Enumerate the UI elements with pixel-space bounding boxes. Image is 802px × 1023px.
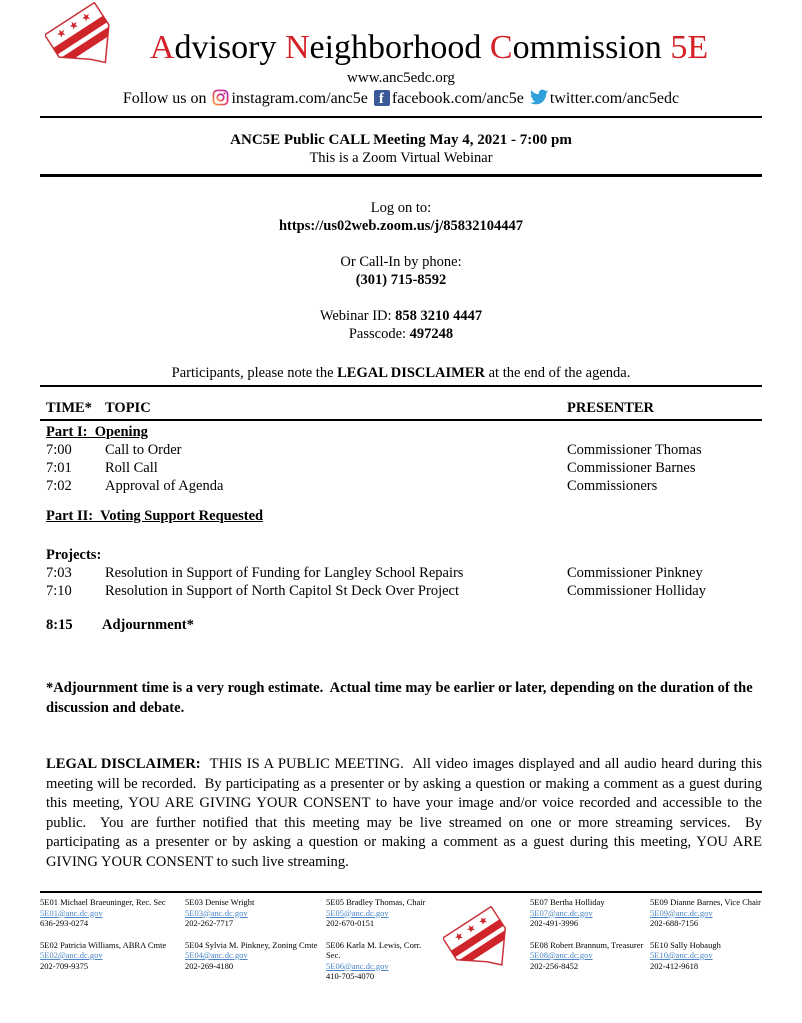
callin-label: Or Call-In by phone:: [340, 254, 462, 270]
row-time: 7:00: [46, 442, 72, 458]
footer-column: [530, 897, 650, 993]
agenda-row: [40, 441, 762, 459]
section-heading-part2: Part II: Voting Support Requested: [46, 508, 264, 524]
commissioner-entry: [530, 940, 650, 972]
commissioner-name: 5E01 Michael Braeuninger, Rec. Sec: [40, 897, 166, 907]
commissioner-phone: 202-256-8452: [530, 960, 579, 971]
projects-subheading: Projects:: [46, 547, 102, 563]
commissioner-email-link[interactable]: 5E05@anc.dc.gov: [326, 907, 389, 918]
commissioner-entry: [185, 940, 326, 972]
agenda-row: [40, 459, 762, 477]
commissioner-phone: 202-670-0151: [326, 918, 375, 928]
document-footer: [40, 891, 762, 993]
passcode-label: Passcode:: [348, 326, 410, 342]
title-letter: A: [149, 29, 175, 66]
commissioner-phone: 202-269-4180: [185, 960, 234, 971]
title-text: eighborhood: [309, 29, 490, 66]
row-time: 7:02: [46, 478, 72, 494]
col-header-topic: TOPIC: [105, 400, 151, 416]
row-presenter: Commissioner Thomas: [567, 442, 702, 458]
commissioner-name: 5E08 Robert Brannum, Treasurer: [530, 939, 644, 950]
commissioner-phone: 202-688-7156: [650, 918, 699, 928]
commissioner-entry: [326, 940, 435, 982]
commissioner-name: 5E04 Sylvia M. Pinkney, Zoning Cmte: [185, 939, 318, 950]
commissioner-name: 5E10 Sally Hobaugh: [650, 939, 721, 950]
footer-column: [326, 897, 435, 993]
commissioner-entry: [40, 940, 185, 972]
legal-disclaimer-text: THIS IS A PUBLIC MEETING. All video images displayed and all audio heard during this meeting will be recorded. By participating as a presenter or by asking a question or making a comment as a guest during this meeting, YOU ARE GIVING YOUR CONSENT to have your image and/or voice recorded and accessible to the public. You are further notified that this meeting may be live streamed on one or more streaming services. By participating as a presenter or by asking a question or making a comment as a guest during this meeting, YOU ARE GIVING YOUR CONSENT to such live streaming.: [46, 756, 766, 870]
commissioner-name: 5E06 Karla M. Lewis, Corr. Sec.: [326, 939, 422, 960]
meeting-subtitle: This is a Zoom Virtual Webinar: [309, 150, 493, 166]
legal-disclaimer-label: LEGAL DISCLAIMER:: [46, 756, 201, 772]
legal-disclaimer: [40, 755, 766, 872]
agenda-row: [40, 582, 762, 600]
row-presenter: Commissioner Holliday: [567, 583, 706, 599]
commissioner-entry: [40, 897, 185, 929]
commissioner-name: 5E05 Bradley Thomas, Chair: [326, 897, 426, 907]
row-time: 7:10: [46, 583, 72, 599]
commission-title: [40, 28, 762, 68]
instagram-handle: instagram.com/anc5e: [231, 90, 368, 107]
commissioner-name: 5E09 Dianne Barnes, Vice Chair: [650, 897, 761, 907]
logon-label: Log on to:: [370, 200, 432, 216]
commissioner-phone: 202-262-7717: [185, 918, 234, 928]
footer-logo-cell: [435, 897, 530, 993]
agenda-table: [40, 400, 762, 634]
dc-flag-logo-icon: [45, 2, 123, 80]
commissioner-entry: [650, 897, 762, 929]
website-url: www.anc5edc.org: [347, 70, 455, 86]
dc-flag-logo-icon: [443, 901, 519, 987]
commissioner-email-link[interactable]: 5E03@anc.dc.gov: [185, 907, 248, 918]
title-text-5e: 5E: [670, 29, 709, 66]
commissioner-name: 5E07 Bertha Holliday: [530, 897, 605, 907]
webinar-id-label: Webinar ID:: [319, 308, 396, 324]
commissioner-phone: 410-705-4070: [326, 971, 375, 981]
commissioner-email-link[interactable]: 5E08@anc.dc.gov: [530, 950, 593, 960]
document-header: [40, 0, 762, 112]
agenda-header-row: [40, 400, 762, 421]
participants-note-post: at the end of the agenda.: [485, 365, 631, 381]
section-heading-part1: Part I: Opening: [46, 424, 148, 440]
commissioner-phone: 202-491-3996: [530, 918, 579, 928]
passcode-line: [40, 325, 762, 343]
row-time: 7:03: [46, 565, 72, 581]
commissioner-email-link[interactable]: 5E01@anc.dc.gov: [40, 907, 103, 918]
row-topic: Roll Call: [105, 460, 158, 476]
zoom-url: https://us02web.zoom.us/j/85832104447: [278, 218, 524, 234]
commissioner-email-link[interactable]: 5E06@anc.dc.gov: [326, 960, 389, 971]
row-topic: Approval of Agenda: [105, 478, 224, 494]
title-text: ommission: [512, 29, 671, 66]
row-topic: Call to Order: [105, 442, 182, 458]
commissioner-name: 5E02 Patricia Williams, ABRA Cmte: [40, 939, 167, 950]
row-presenter: Commissioner Pinkney: [567, 565, 703, 581]
title-letter: C: [489, 29, 513, 66]
follow-us-label: Follow us on: [122, 90, 207, 107]
commissioner-name: 5E03 Denise Wright: [185, 897, 255, 907]
participants-note-bold: LEGAL DISCLAIMER: [337, 365, 485, 381]
webinar-id-line: [40, 307, 762, 325]
participants-divider: [40, 385, 762, 387]
row-topic: Resolution in Support of North Capitol St Deck Over Project: [105, 583, 460, 599]
title-text: dvisory: [174, 29, 285, 66]
commissioner-email-link[interactable]: 5E07@anc.dc.gov: [530, 907, 593, 918]
instagram-icon: [212, 89, 229, 112]
agenda-row: [40, 477, 762, 495]
adjournment-note: *Adjournment time is a very rough estimate. Actual time may be earlier or later, depending on the duration of the discussion and debate.: [46, 680, 757, 716]
phone-number: (301) 715-8592: [355, 272, 447, 288]
adjournment-time: 8:15: [46, 617, 73, 633]
col-header-presenter: PRESENTER: [567, 400, 655, 416]
title-letter: N: [284, 29, 310, 66]
commissioner-phone: 202-709-9375: [40, 960, 89, 971]
footer-column: [650, 897, 762, 993]
adjournment-label: Adjournment*: [102, 617, 194, 633]
row-presenter: Commissioners: [567, 478, 658, 494]
social-links-row: [40, 88, 762, 112]
commissioner-email-link[interactable]: 5E02@anc.dc.gov: [40, 950, 103, 960]
commissioner-entry: [326, 897, 435, 929]
webinar-id-value: 858 3210 4447: [395, 308, 483, 324]
participants-note-pre: Participants, please note the: [171, 365, 338, 381]
facebook-handle: facebook.com/anc5e: [391, 90, 524, 107]
facebook-icon: f: [374, 90, 390, 106]
commissioner-email-link[interactable]: 5E09@anc.dc.gov: [650, 907, 713, 918]
commissioner-phone: 202-412-9618: [650, 960, 699, 971]
participants-note: [40, 364, 762, 382]
row-presenter: Commissioner Barnes: [567, 460, 696, 476]
commissioner-entry: [530, 897, 650, 929]
header-divider: [40, 116, 762, 118]
col-header-time: TIME*: [46, 400, 92, 416]
meeting-title: ANC5E Public CALL Meeting May 4, 2021 - 7:00 pm: [230, 132, 572, 148]
commissioner-entry: [650, 940, 762, 972]
commissioner-email-link[interactable]: 5E10@anc.dc.gov: [650, 950, 713, 960]
twitter-icon: [530, 88, 548, 112]
meeting-divider: [40, 174, 762, 177]
twitter-handle: twitter.com/anc5edc: [549, 90, 680, 107]
row-time: 7:01: [46, 460, 72, 476]
row-topic: Resolution in Support of Funding for Langley School Repairs: [105, 565, 464, 581]
agenda-row: [40, 564, 762, 582]
footer-column: [185, 897, 326, 993]
commissioner-entry: [185, 897, 326, 929]
footer-column: [40, 897, 185, 993]
commissioner-phone: 636-293-0274: [40, 918, 89, 928]
adjournment-row: [40, 617, 762, 634]
passcode-value: 497248: [409, 326, 454, 342]
commissioner-email-link[interactable]: 5E04@anc.dc.gov: [185, 950, 248, 960]
